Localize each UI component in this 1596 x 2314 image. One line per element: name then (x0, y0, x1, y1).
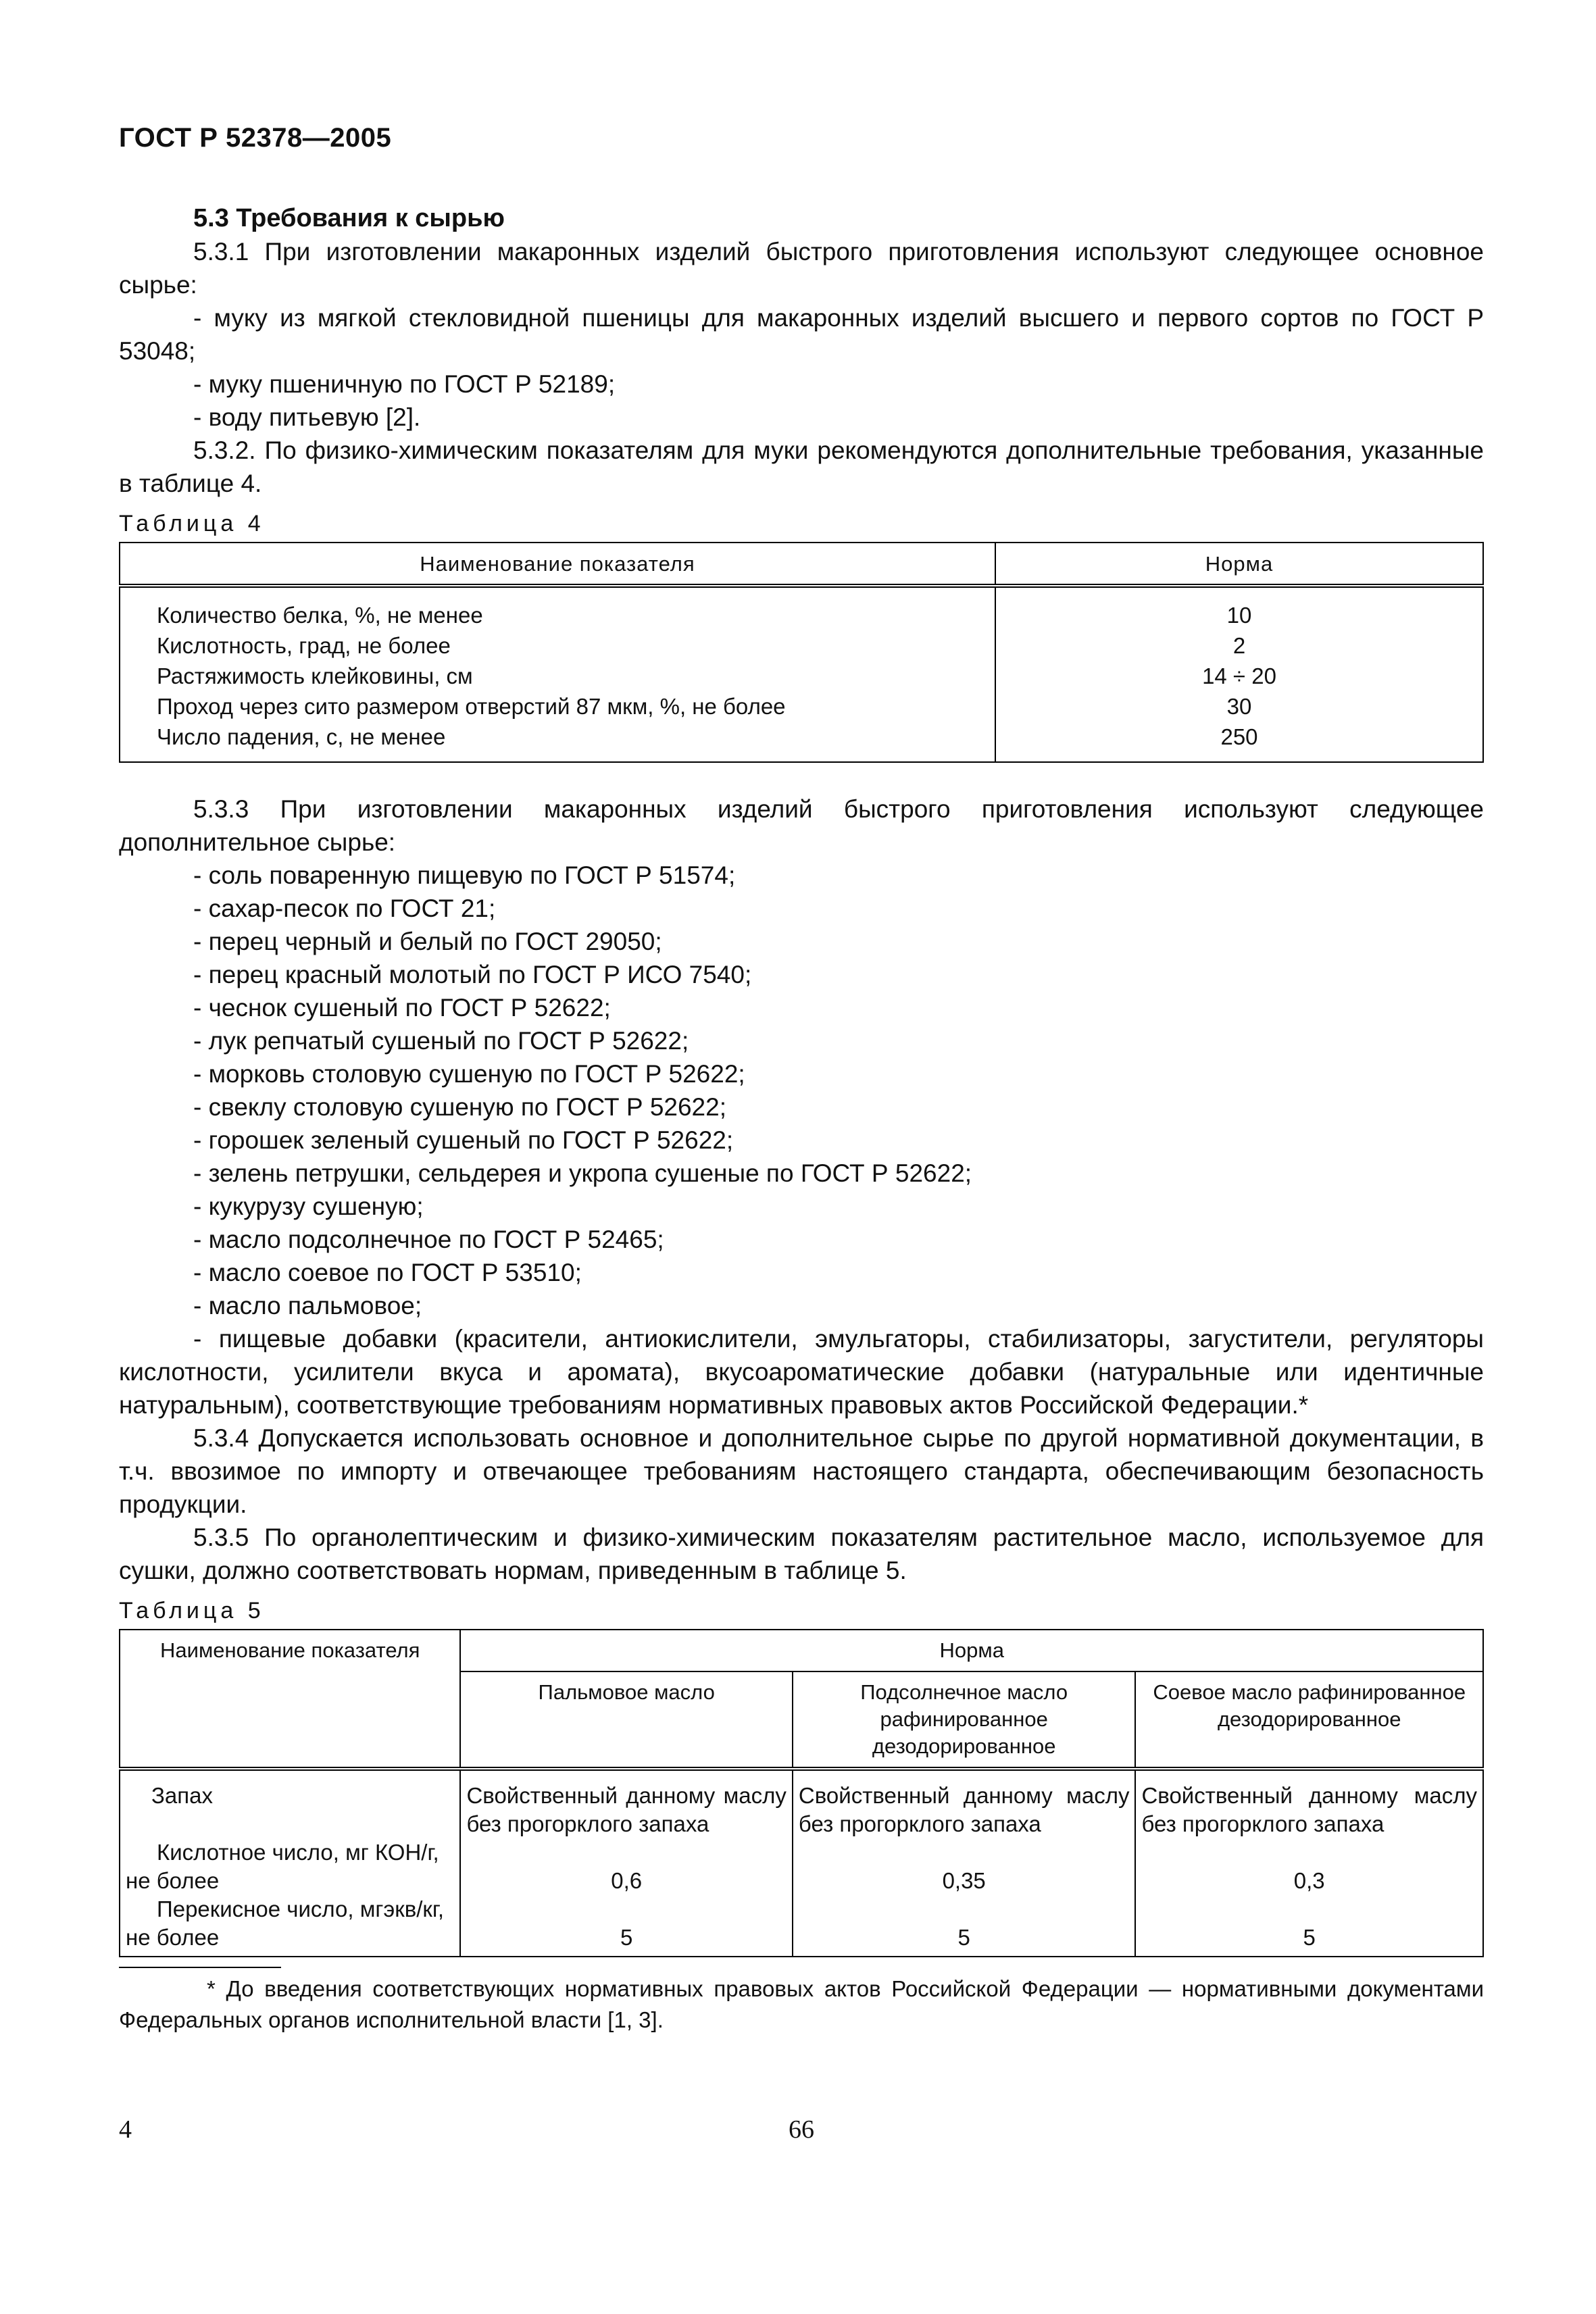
table-row-name: Запах (120, 1769, 460, 1838)
list-item: - горошек зеленый сушеный по ГОСТ Р 52622; (193, 1126, 734, 1154)
table-4-values-cell (995, 586, 1483, 762)
list-item: - зелень петрушки, сельдерея и укропа сушеные по ГОСТ Р 52622; (193, 1159, 972, 1187)
table-row-name: Перекисное число, мгэкв/кг, не более (120, 1895, 460, 1957)
section-title: 5.3 Требования к сырью (193, 204, 505, 232)
paragraph-5-3-4: 5.3.4 Допускается использовать основное и дополнительное сырье по другой нормативной документации, в т.ч. ввозимое по импорту и отвечающее требованиям настоящего стандарта, обеспечивающим безопасность продукции. (119, 1424, 1484, 1518)
list-item: - пищевые добавки (красители, антиокислители, эмульгаторы, стабилизаторы, загустители, регуляторы кислотности, усилители вкуса и аромата), вкусоароматические добавки (натуральные или идентичные натуральным), соответствующие требованиям нормативных правовых актов Российской Федерации.* (119, 1325, 1484, 1419)
list-item: - свеклу столовую сушеную по ГОСТ Р 52622; (193, 1093, 726, 1121)
table-cell: 5 (793, 1895, 1136, 1957)
list-item: - масло пальмовое; (193, 1292, 422, 1319)
list-item: - соль поваренную пищевую по ГОСТ Р 51574; (193, 861, 736, 889)
table-row-name: Кислотное число, мг КОН/г, не более (120, 1838, 460, 1895)
table-cell: Свойственный данному маслу без прогорклого запаха (1135, 1769, 1483, 1838)
table-row-value: 10 (1226, 603, 1252, 628)
table-5-caption: Таблица 5 (119, 1598, 265, 1624)
list-item: - перец черный и белый по ГОСТ 29050; (193, 928, 662, 955)
table-row-name: Количество белка, %, не менее (157, 603, 483, 628)
list-item: - морковь столовую сушеную по ГОСТ Р 52622; (193, 1060, 745, 1088)
page-number-local: 4 (119, 2115, 132, 2144)
paragraph-5-3-3: 5.3.3 При изготовлении макаронных изделий быстрого приготовления используют следующее дополнительное сырье: (119, 795, 1484, 856)
table-row-value: 30 (1226, 694, 1252, 719)
table-4-header-name: Наименование показателя (120, 543, 995, 586)
list-item: - сахар-песок по ГОСТ 21; (193, 895, 496, 922)
list-item: - перец красный молотый по ГОСТ Р ИСО 7540; (193, 961, 752, 988)
page-number-global: 66 (789, 2115, 814, 2144)
document-body (119, 201, 1484, 2036)
table-cell: Свойственный данному маслу без прогорклого запаха (793, 1769, 1136, 1838)
table-row-name: Кислотность, град, не более (157, 633, 451, 658)
paragraph-5-3-1: 5.3.1 При изготовлении макаронных изделий быстрого приготовления используют следующее основное сырье: (119, 238, 1484, 299)
table-4-header-norm: Норма (995, 543, 1483, 586)
footnote: * До введения соответствующих нормативных правовых актов Российской Федерации — нормативными документами Федеральных органов исполнительной власти [1, 3]. (119, 1976, 1484, 2032)
table-row-value: 250 (1220, 724, 1258, 749)
list-item: - масло соевое по ГОСТ Р 53510; (193, 1259, 582, 1286)
list-item: - муку из мягкой стекловидной пшеницы для макаронных изделий высшего и первого сортов по ГОСТ Р 53048; (119, 304, 1484, 365)
table-row-value: 2 (1232, 633, 1246, 658)
table-cell: 0,35 (793, 1838, 1136, 1895)
footnote-divider (119, 1967, 281, 1968)
list-item: - чеснок сушеный по ГОСТ Р 52622; (193, 994, 611, 1022)
paragraph-5-3-2: 5.3.2. По физико-химическим показателям для муки рекомендуются дополнительные требования, указанные в таблице 4. (119, 436, 1484, 497)
table-cell: 0,3 (1135, 1838, 1483, 1895)
table-5-subheader: Пальмовое масло (460, 1671, 792, 1769)
table-4 (119, 542, 1484, 763)
table-row-value: 14 ÷ 20 (1202, 663, 1276, 688)
table-cell: 5 (460, 1895, 792, 1957)
list-item: - муку пшеничную по ГОСТ Р 52189; (193, 370, 616, 398)
list-item: - масло подсолнечное по ГОСТ Р 52465; (193, 1226, 664, 1253)
table-5-header-name: Наименование показателя (120, 1630, 460, 1769)
table-5-header-norm: Норма (460, 1630, 1483, 1671)
table-cell: 0,6 (460, 1838, 792, 1895)
list-item: - лук репчатый сушеный по ГОСТ Р 52622; (193, 1027, 689, 1055)
paragraph-5-3-5: 5.3.5 По органолептическим и физико-химическим показателям растительное масло, используемое для сушки, должно соответствовать нормам, приведенным в таблице 5. (119, 1524, 1484, 1584)
table-row-name: Число падения, с, не менее (157, 724, 446, 749)
list-item: - воду питьевую [2]. (193, 403, 421, 431)
document-header: ГОСТ Р 52378—2005 (119, 123, 392, 153)
table-5-subheader: Подсолнечное масло рафинированное дезодорированное (793, 1671, 1136, 1769)
table-5-subheader: Соевое масло рафинированное дезодорированное (1135, 1671, 1483, 1769)
table-cell: Свойственный данному маслу без прогорклого запаха (460, 1769, 792, 1838)
table-cell: 5 (1135, 1895, 1483, 1957)
list-item: - кукурузу сушеную; (193, 1192, 424, 1220)
table-5 (119, 1629, 1484, 1957)
table-4-caption: Таблица 4 (119, 511, 265, 536)
table-4-names-cell (120, 586, 995, 762)
table-row-name: Проход через сито размером отверстий 87 мкм, %, не более (157, 694, 786, 719)
table-row-name: Растяжимость клейковины, см (157, 663, 473, 688)
